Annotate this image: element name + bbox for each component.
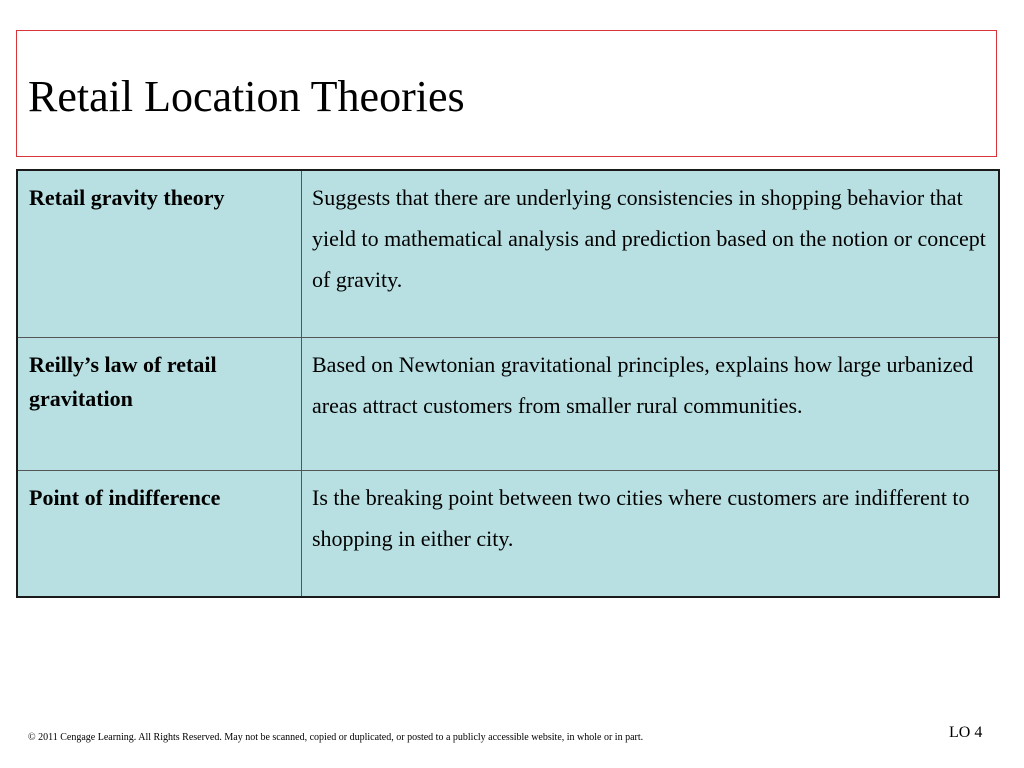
learning-objective-label: LO 4 [949, 724, 983, 741]
table-row [17, 337, 999, 470]
term-cell [17, 337, 302, 470]
slide-title: Retail Location Theories [28, 72, 465, 121]
theories-table [16, 169, 1000, 598]
term-cell [17, 170, 302, 337]
term-retail-gravity-theory: Retail gravity theory [29, 185, 225, 210]
definition-point-of-indifference: Is the breaking point between two cities where customers are indifferent to shopping in either city. [312, 484, 970, 551]
term-cell [17, 470, 302, 597]
slide-title-box [16, 30, 997, 157]
definition-cell [302, 470, 1000, 597]
definition-cell [302, 170, 1000, 337]
definition-retail-gravity-theory: Suggests that there are underlying consistencies in shopping behavior that yield to mathematical analysis and prediction based on the notion or concept of gravity. [312, 185, 986, 292]
table-row [17, 470, 999, 597]
definition-reillys-law: Based on Newtonian gravitational principles, explains how large urbanized areas attract customers from smaller rural communities. [312, 351, 974, 418]
term-reillys-law: Reilly’s law of retail gravitation [29, 351, 217, 411]
term-point-of-indifference: Point of indifference [29, 484, 221, 510]
definition-cell [302, 337, 1000, 470]
table-row [17, 170, 999, 337]
copyright-notice: © 2011 Cengage Learning. All Rights Reserved. May not be scanned, copied or duplicated, or posted to a publicly accessible website, in whole or in part. [28, 732, 644, 743]
